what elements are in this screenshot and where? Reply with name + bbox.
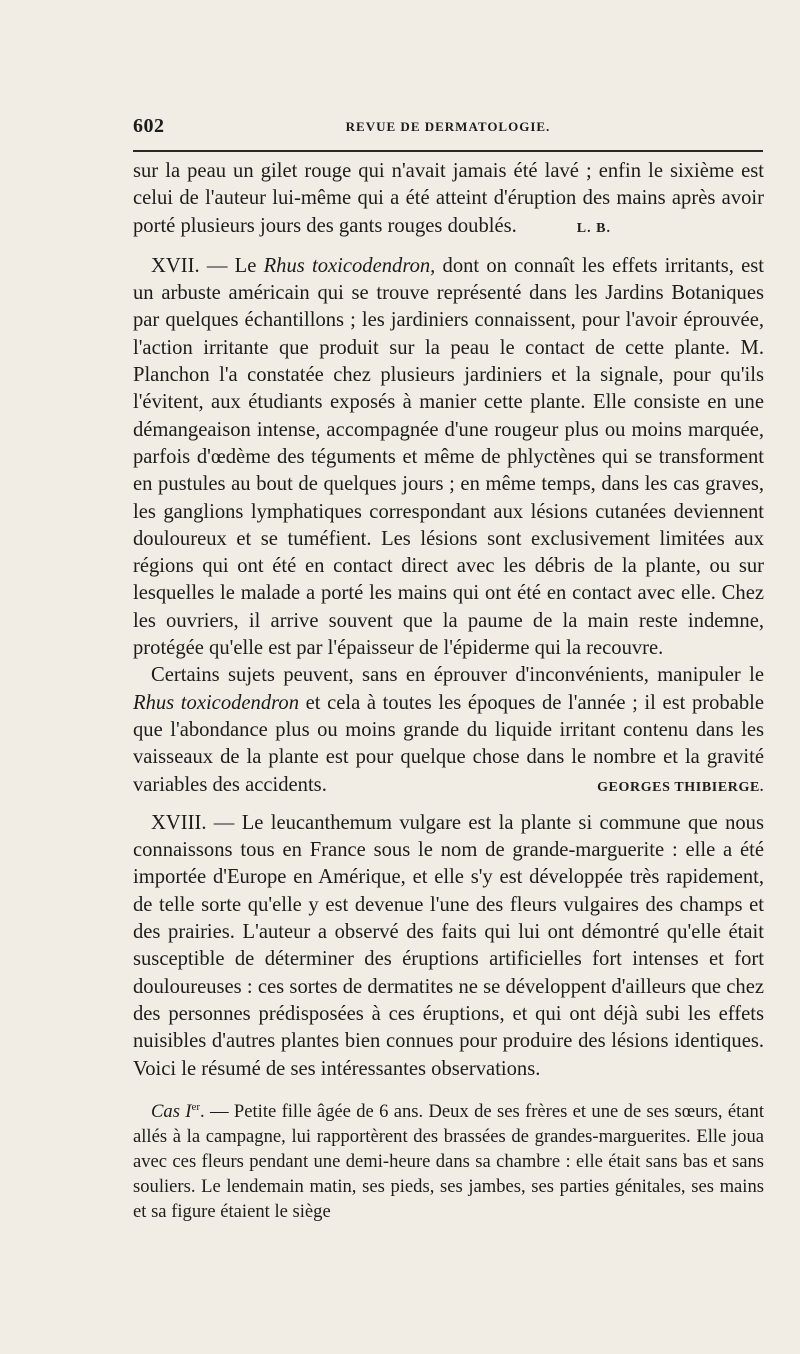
paragraph-1-text: sur la peau un gilet rouge qui n'avait jamais été lavé ; enfin le sixième est celui de l'auteur lui-même qui a été atteint d'éruption des mains après avoir porté plusieurs jours des gants rouges doublés. (133, 160, 764, 237)
case-label-superscript: er (191, 1100, 200, 1113)
paragraph-case-1-text: . — Petite fille âgée de 6 ans. Deux de ses frères et une de ses sœurs, étant allés à la campagne, lui rapportèrent des brassées de grandes-marguerites. Elle joua avec ces fleurs pendant une demi-heure dans sa chambre : elle était sans bas et sans souliers. Le lendemain matin, ses pieds, ses jambes, ses parties génitales, ses mains et sa figure étaient le siège (133, 1100, 764, 1222)
paragraph-xvii (133, 253, 764, 662)
paragraph-certains-species: Rhus toxicodendron (133, 691, 299, 714)
paragraph-certains-text: et cela à toutes les époques de l'année ; il est probable que l'abondance plus ou moins grande du liquide irritant contenu dans les vaisseaux de la plante est pour quelque chose dans le nombre et la gravité variables des accidents. (133, 691, 765, 796)
body-text (133, 158, 764, 1224)
signature-lb: L. B. (576, 220, 611, 236)
page-header (133, 115, 763, 143)
header-rule (133, 150, 763, 152)
page-number: 602 (133, 115, 165, 137)
running-title: REVUE DE DERMATOLOGIE. (345, 119, 551, 134)
signature-thibierge: GEORGES THIBIERGE. (597, 779, 764, 795)
paragraph-xviii (133, 810, 764, 1083)
case-label: Cas I (151, 1100, 192, 1122)
paragraph-xvii-text: dont on connaît les effets irritants, est un arbuste américain qui se trouve représenté dans les Jardins Botaniques par quelques échantillons ; les jardiniers connaissent, pour l'avoir éprouvée, l'action irritante que produit sur la peau le contact de cette plante. M. Planchon l'a constatée chez plusieurs jardiniers et la signale, pour qu'ils l'évitent, aux étudiants exposés à manier cette plante. Elle consiste en une démangeaison intense, accompagnée d'une rougeur plus ou moins marquée, parfois d'œdème des téguments et même de phlyctènes qui se transforment en pustules au bout de quelques jours ; en même temps, dans les cas graves, les ganglions lymphatiques correspondant aux lésions cutanées deviennent douloureux et se tuméfient. Les lésions sont exclusivement limitées aux régions qui ont été en contact direct avec les débris de la plante, ou sur lesquelles le malade a porté les mains qui ont été en contact avec elle. Chez les ouvriers, il arrive souvent que la paume de la main reste indemne, protégée qu'elle est par l'épaisseur de l'épiderme qui la recouvre. (133, 254, 764, 660)
paragraph-1 (133, 158, 764, 242)
paragraph-certains (133, 662, 764, 798)
paragraph-case-1 (133, 1099, 764, 1224)
paragraph-xviii-text: XVIII. — Le leucanthemum vulgare est la plante si commune que nous connaissons tous en France sous le nom de grande-marguerite : elle a été importée d'Europe en Amérique, et elle s'y est développée très rapidement, de telle sorte qu'elle y est devenue l'une des fleurs vulgaires des champs et des prairies. L'auteur a observé des faits qui lui ont démontré qu'elle était susceptible de déterminer des éruptions artificielles fort intenses et fort douloureuses : ces sortes de dermatites ne se développent d'ailleurs que chez des personnes prédisposées à ces éruptions, et qui ont déjà subi les effets nuisibles d'autres plantes bien connues pour produire des lésions identiques. Voici le résumé de ses intéressantes observations. (133, 811, 764, 1080)
paragraph-certains-lead: Certains sujets peuvent, sans en éprouver d'inconvénients, manipuler le (151, 664, 764, 687)
paragraph-xvii-lead: XVII. — Le (151, 254, 264, 277)
paragraph-xvii-species: Rhus toxicodendron, (263, 254, 436, 277)
